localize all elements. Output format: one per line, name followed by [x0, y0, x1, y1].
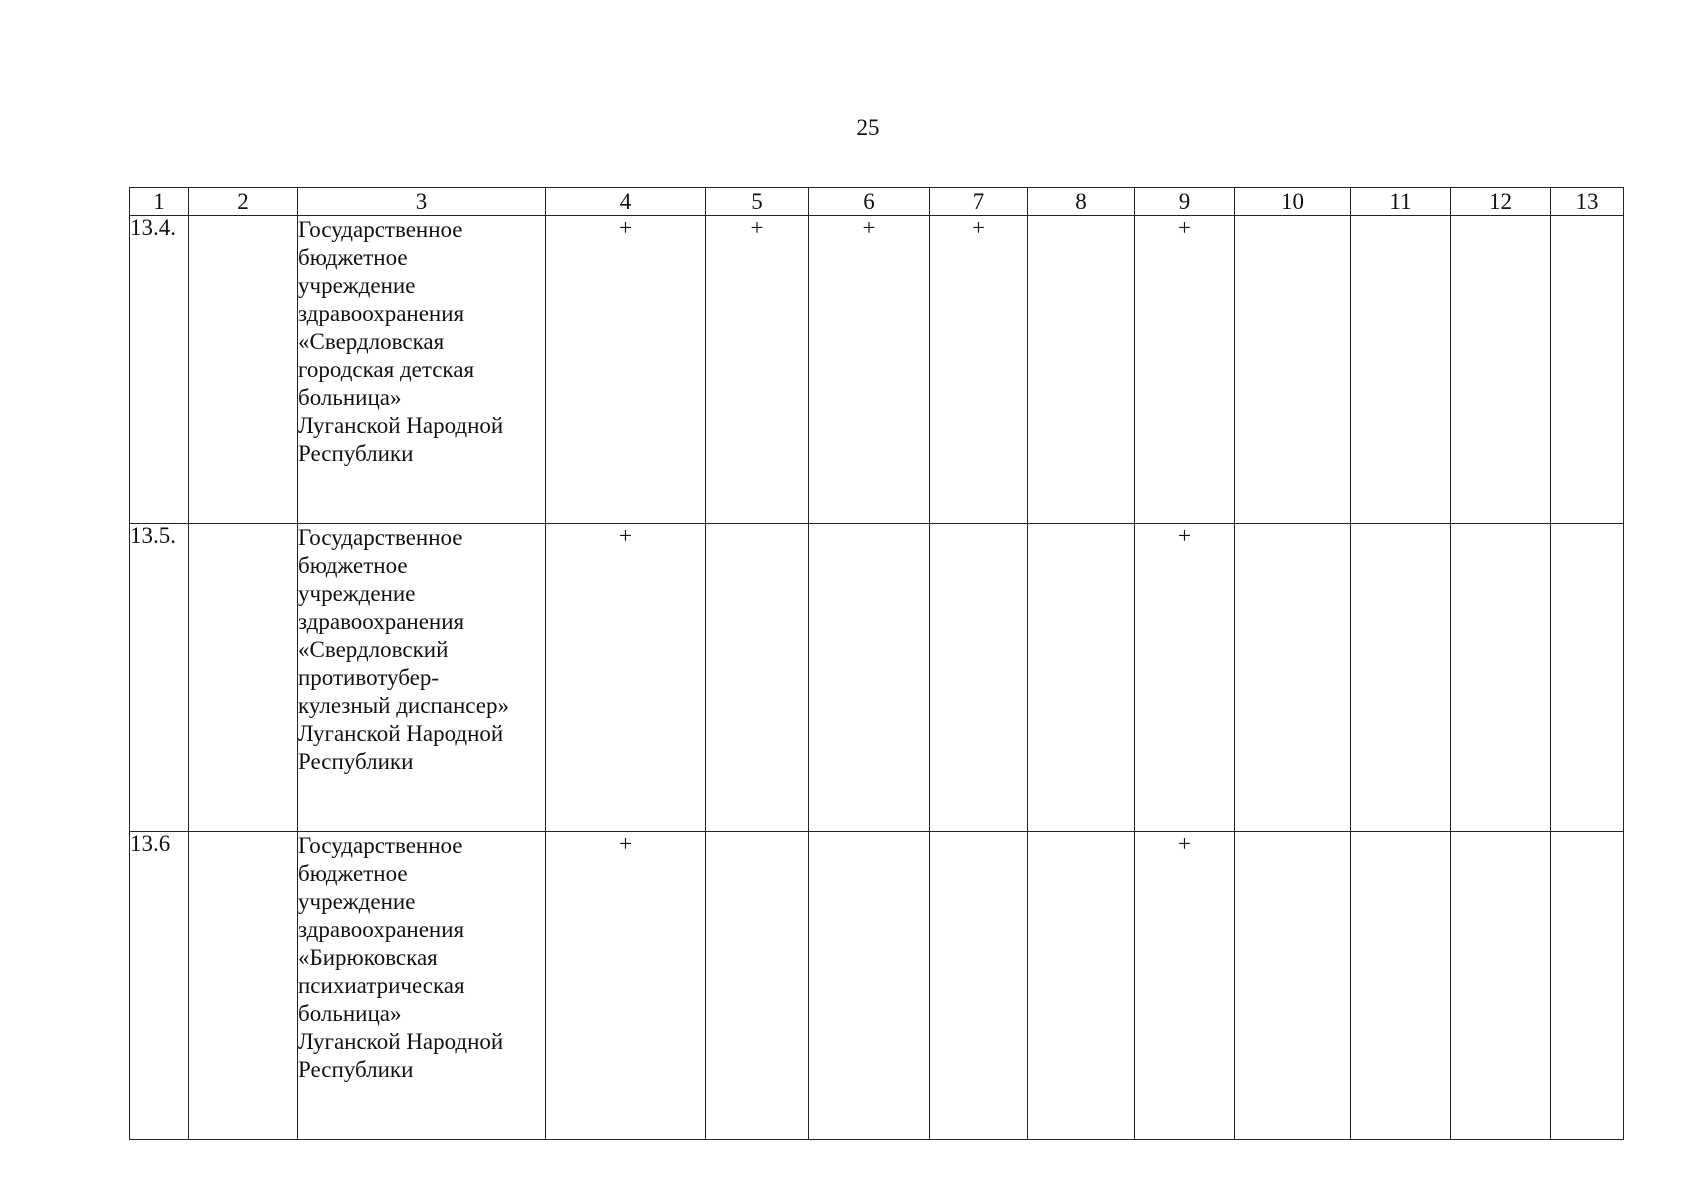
mark-cell: + [930, 216, 1028, 524]
column-header: 10 [1235, 188, 1351, 216]
institution-name: Государственное бюджетное учреждение здравоохранения «Свердловская городская детская больница» Луганской Народной Республики [298, 216, 546, 524]
row-number: 13.5. [130, 524, 189, 832]
mark-cell: + [546, 832, 706, 1140]
mark-cell [1451, 832, 1551, 1140]
mark-cell [809, 832, 930, 1140]
mark-cell: + [809, 216, 930, 524]
institution-name: Государственное бюджетное учреждение здравоохранения «Свердловский противотубер- кулезный диспансер» Луганской Народной Республики [298, 524, 546, 832]
mark-cell: + [706, 216, 809, 524]
column-header: 5 [706, 188, 809, 216]
mark-cell [706, 524, 809, 832]
mark-cell [1551, 216, 1624, 524]
table-row [130, 524, 1624, 832]
column-header: 2 [189, 188, 298, 216]
mark-cell [1451, 524, 1551, 832]
column-header: 9 [1135, 188, 1235, 216]
mark-cell [1028, 216, 1135, 524]
mark-cell [930, 524, 1028, 832]
column-header: 13 [1551, 188, 1624, 216]
column-header: 4 [546, 188, 706, 216]
column-header: 7 [930, 188, 1028, 216]
mark-cell [706, 832, 809, 1140]
mark-cell: + [546, 216, 706, 524]
table-row [130, 216, 1624, 524]
mark-cell [1235, 216, 1351, 524]
mark-cell [1351, 832, 1451, 1140]
mark-cell [1235, 524, 1351, 832]
table-cell [189, 524, 298, 832]
institution-name: Государственное бюджетное учреждение здравоохранения «Бирюковская психиатрическая больница» Луганской Народной Республики [298, 832, 546, 1140]
page-number: 25 [856, 115, 880, 140]
column-header: 6 [809, 188, 930, 216]
row-number: 13.4. [130, 216, 189, 524]
column-header: 1 [130, 188, 189, 216]
mark-cell: + [1135, 216, 1235, 524]
mark-cell [1351, 216, 1451, 524]
mark-cell [1551, 832, 1624, 1140]
column-header: 8 [1028, 188, 1135, 216]
mark-cell [1028, 832, 1135, 1140]
column-header: 12 [1451, 188, 1551, 216]
mark-cell [1551, 524, 1624, 832]
mark-cell [1028, 524, 1135, 832]
column-header: 3 [298, 188, 546, 216]
table-row [130, 832, 1624, 1140]
mark-cell [1235, 832, 1351, 1140]
table-cell [189, 216, 298, 524]
mark-cell: + [1135, 832, 1235, 1140]
row-number: 13.6 [130, 832, 189, 1140]
column-header: 11 [1351, 188, 1451, 216]
header-row [130, 188, 1624, 216]
table-cell [189, 832, 298, 1140]
mark-cell [930, 832, 1028, 1140]
mark-cell [1351, 524, 1451, 832]
mark-cell [809, 524, 930, 832]
mark-cell: + [1135, 524, 1235, 832]
facilities-table [129, 187, 1624, 1140]
mark-cell [1451, 216, 1551, 524]
mark-cell: + [546, 524, 706, 832]
